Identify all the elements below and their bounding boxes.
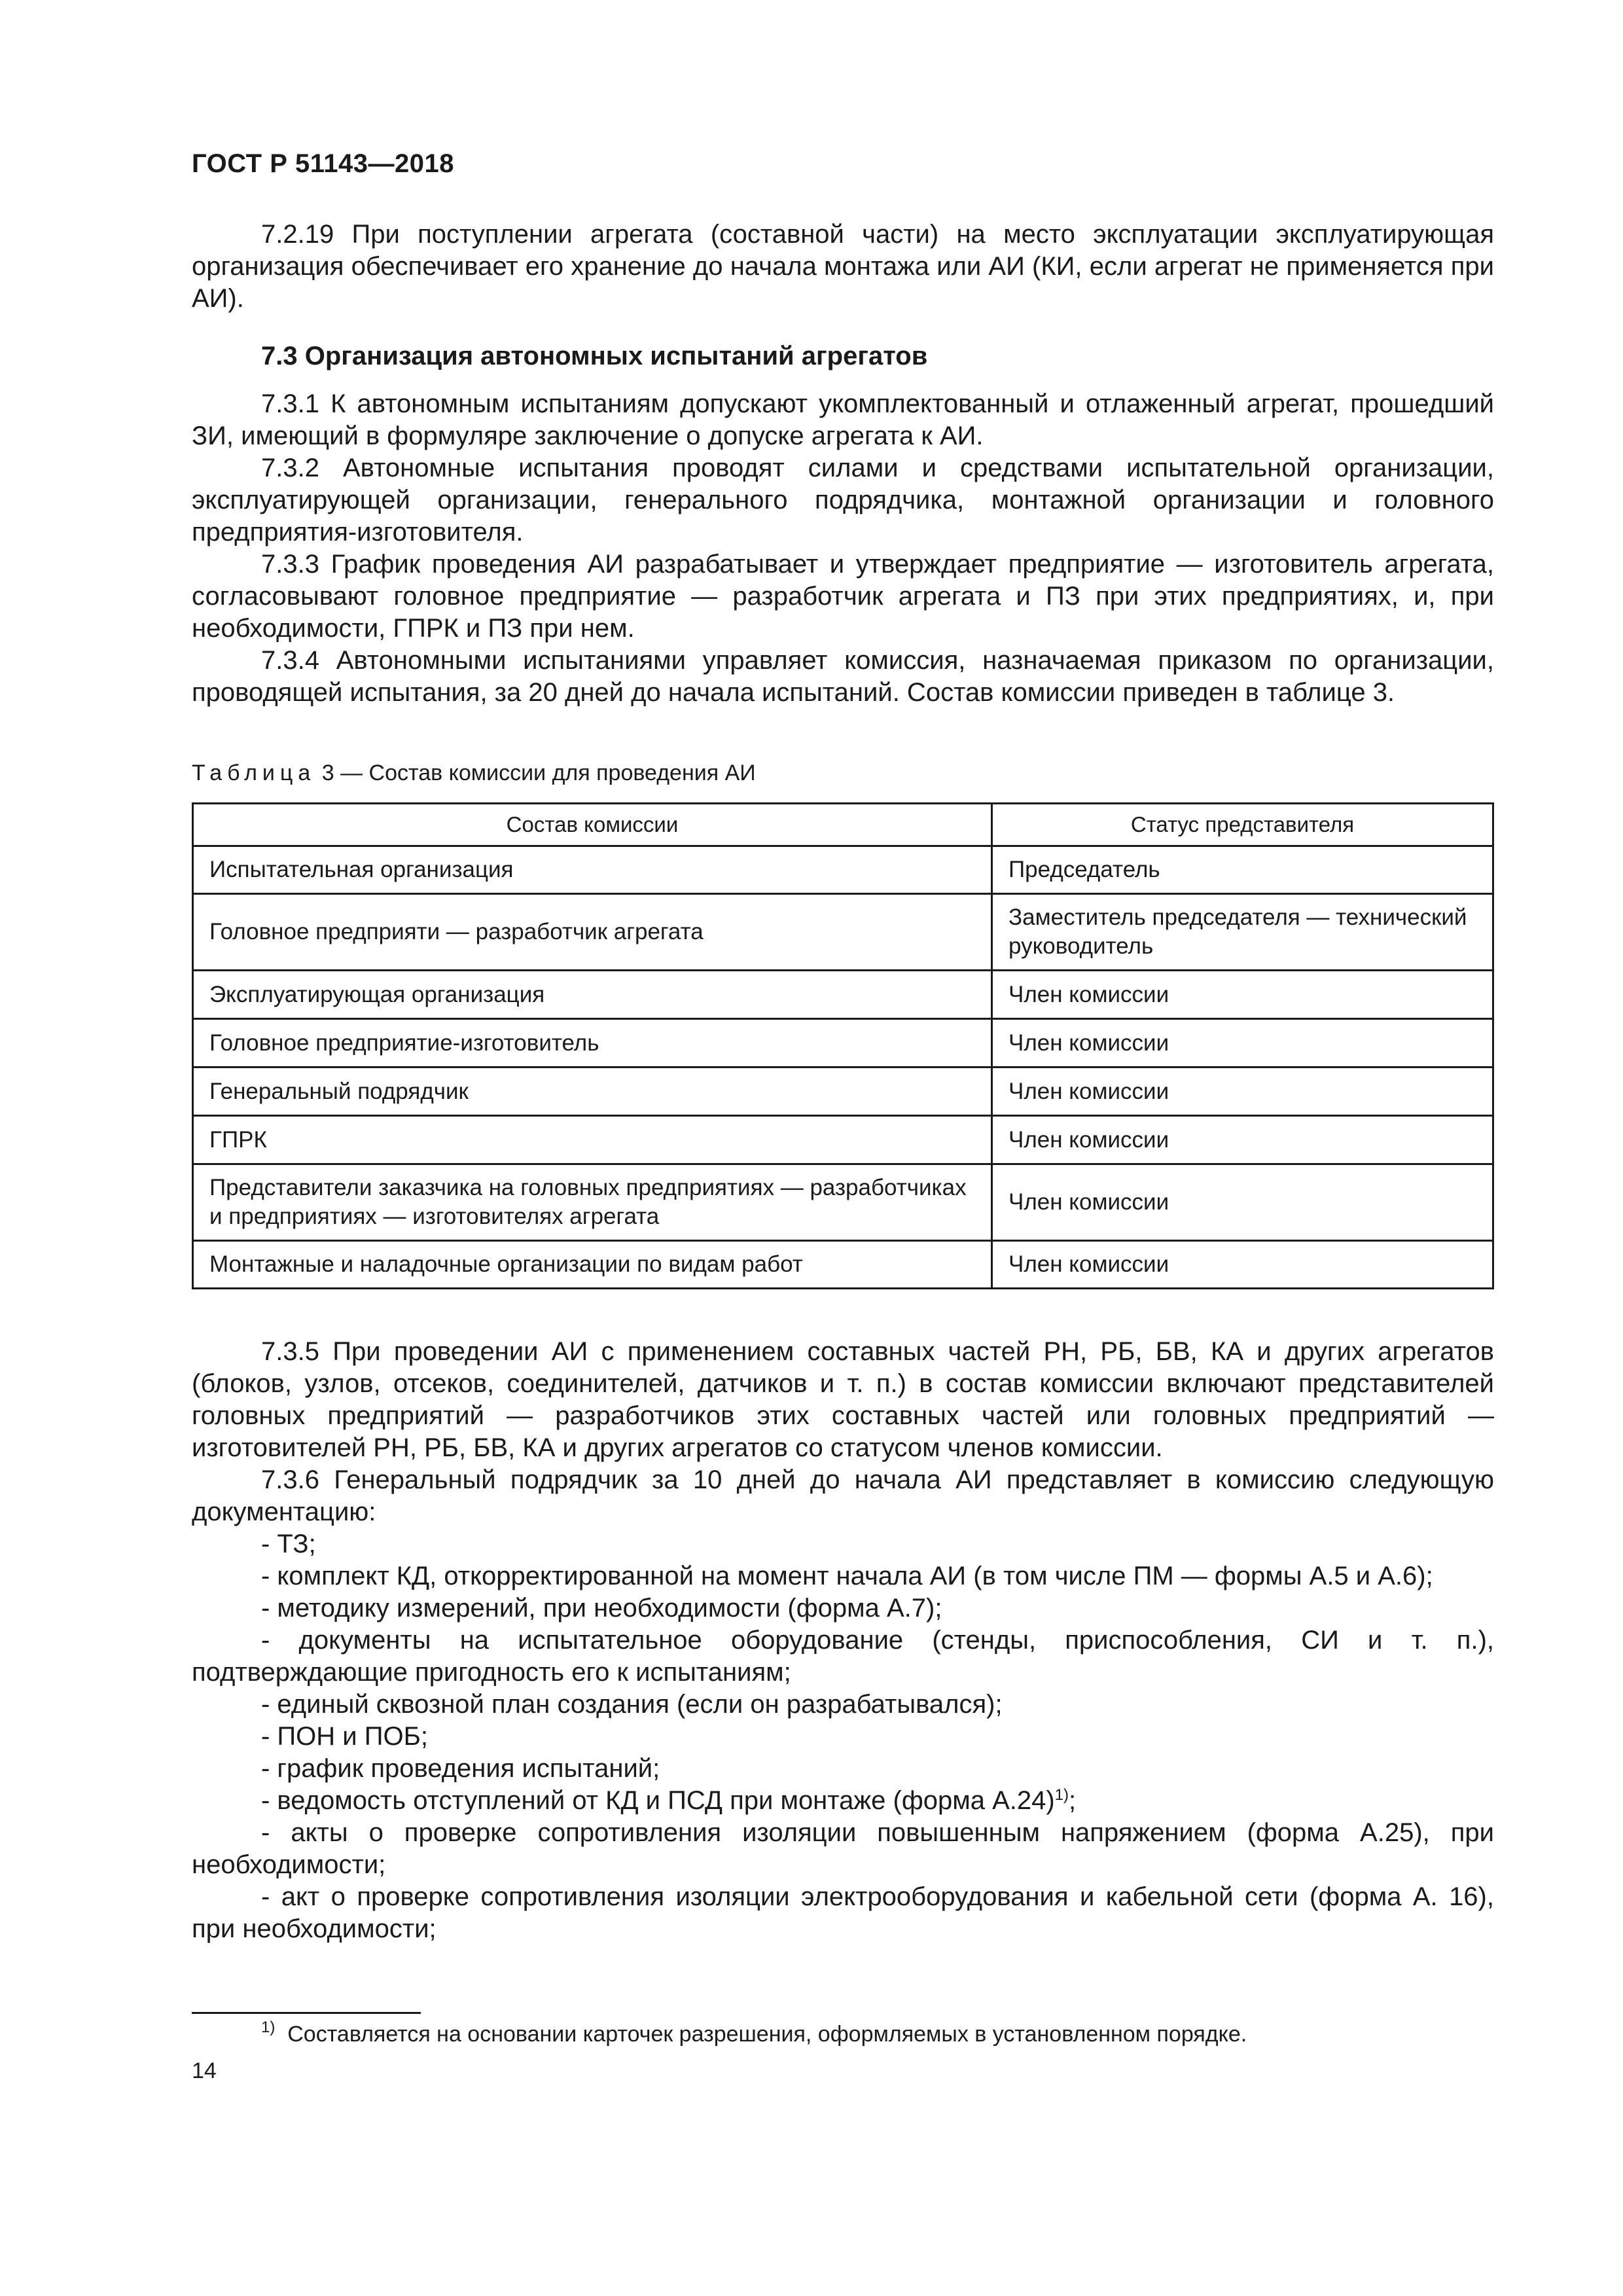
- table-cell: Головное предприяти — разработчик агрегата: [193, 894, 992, 971]
- table-cell: Представители заказчика на головных предприятиях — разработчиках и предприятиях — изготовителях агрегата: [193, 1164, 992, 1241]
- table-cell: Заместитель председателя — технический руководитель: [992, 894, 1493, 971]
- table-cell: Генеральный подрядчик: [193, 1067, 992, 1116]
- table-caption: [192, 760, 756, 786]
- table-row: [193, 1019, 1493, 1067]
- footnote-divider: [192, 2012, 421, 2014]
- table-cell: Головное предприятие-изготовитель: [193, 1019, 992, 1067]
- table-caption-text: 3 — Состав комиссии для проведения АИ: [315, 761, 756, 785]
- column-header: Статус представителя: [992, 804, 1493, 846]
- page-number: 14: [192, 2058, 217, 2083]
- footnote-reference: 1): [1054, 1786, 1069, 1804]
- paragraph-7-3-1: 7.3.1 К автономным испытаниям допускают укомплектованный и отлаженный агрегат, прошедший ЗИ, имеющий в формуляре заключение о допуске агрегата к АИ.: [192, 389, 1494, 450]
- paragraph-7-3-6: 7.3.6 Генеральный подрядчик за 10 дней до начала АИ представляет в комиссию следующую документацию:: [192, 1465, 1494, 1526]
- list-item: [192, 1785, 1494, 1817]
- list-item: - единый сквозной план создания (если он разрабатывался);: [261, 1690, 1003, 1719]
- list-item: - ПОН и ПОБ;: [261, 1722, 428, 1751]
- commission-table: [192, 802, 1494, 1289]
- document-header: ГОСТ Р 51143—2018: [192, 149, 454, 178]
- table-cell: Испытательная организация: [193, 846, 992, 894]
- column-header: Состав комиссии: [193, 804, 992, 846]
- table-cell: Монтажные и наладочные организации по видам работ: [193, 1241, 992, 1289]
- table-row: [193, 894, 1493, 971]
- paragraph-7-3-2: 7.3.2 Автономные испытания проводят силами и средствами испытательной организации, эксплуатирующей организации, генерального подрядчика, монтажной организации и головного предприятия-изготовителя.: [192, 454, 1494, 547]
- list-item: - ТЗ;: [261, 1530, 316, 1558]
- list-item: - документы на испытательное оборудование (стенды, приспособления, СИ и т. п.), подтверждающие пригодность его к испытаниям;: [192, 1626, 1494, 1687]
- paragraph-7-3-4: 7.3.4 Автономными испытаниями управляет комиссия, назначаемая приказом по организации, проводящей испытания, за 20 дней до начала испытаний. Состав комиссии приведен в таблице 3.: [192, 646, 1494, 707]
- footnote-text: Составляется на основании карточек разрешения, оформляемых в установленном порядке.: [287, 2022, 1247, 2047]
- table-row: [193, 1116, 1493, 1164]
- table-cell: ГПРК: [193, 1116, 992, 1164]
- table-row: [193, 1241, 1493, 1289]
- paragraph-7-2-19: 7.2.19 При поступлении агрегата (составной части) на место эксплуатации эксплуатирующая организация обеспечивает его хранение до начала монтажа или АИ (КИ, если агрегат не применяется при АИ).: [192, 220, 1494, 313]
- table-cell: Член комиссии: [992, 1116, 1493, 1164]
- table-row: [193, 1067, 1493, 1116]
- table-cell: Член комиссии: [992, 1164, 1493, 1241]
- paragraph-7-3-5: 7.3.5 При проведении АИ с применением составных частей РН, РБ, БВ, КА и других агрегатов (блоков, узлов, отсеков, соединителей, датчиков и т. п.) в состав комиссии включают представителей головных предприятий — разработчиков этих составных частей или головных предприятий — изготовителей РН, РБ, БВ, КА и других агрегатов со статусом членов комиссии.: [192, 1337, 1494, 1462]
- table-row: [193, 1164, 1493, 1241]
- table-row: [193, 846, 1493, 894]
- footnote-mark: 1): [261, 2018, 276, 2036]
- list-item: - методику измерений, при необходимости (форма А.7);: [261, 1594, 942, 1623]
- table-caption-word: Таблица: [192, 761, 316, 785]
- table-cell: Эксплуатирующая организация: [193, 971, 992, 1019]
- list-item: - график проведения испытаний;: [261, 1754, 660, 1783]
- section-heading-7-3: 7.3 Организация автономных испытаний агрегатов: [261, 342, 928, 370]
- table-header-row: [193, 804, 1493, 846]
- table-cell: Член комиссии: [992, 1241, 1493, 1289]
- paragraph-7-3-3: 7.3.3 График проведения АИ разрабатывает и утверждает предприятие — изготовитель агрегата, согласовывают головное предприятие — разработчик агрегата и ПЗ при этих предприятиях, и, при необходимости, ГПРК и ПЗ при нем.: [192, 550, 1494, 643]
- table-cell: Председатель: [992, 846, 1493, 894]
- list-item: - комплект КД, откорректированной на момент начала АИ (в том числе ПМ — формы А.5 и А.6);: [261, 1562, 1433, 1590]
- table-cell: Член комиссии: [992, 1019, 1493, 1067]
- list-item-punctuation: ;: [1069, 1786, 1077, 1815]
- list-item-text: - ведомость отступлений от КД и ПСД при монтаже (форма А.24): [261, 1786, 1055, 1815]
- list-item: - акт о проверке сопротивления изоляции электрооборудования и кабельной сети (форма А. 16), при необходимости;: [192, 1882, 1494, 1943]
- table-cell: Член комиссии: [992, 971, 1493, 1019]
- table-cell: Член комиссии: [992, 1067, 1493, 1116]
- footnote: [261, 2018, 1247, 2047]
- table-row: [193, 971, 1493, 1019]
- list-item: - акты о проверке сопротивления изоляции повышенным напряжением (форма А.25), при необходимости;: [192, 1818, 1494, 1879]
